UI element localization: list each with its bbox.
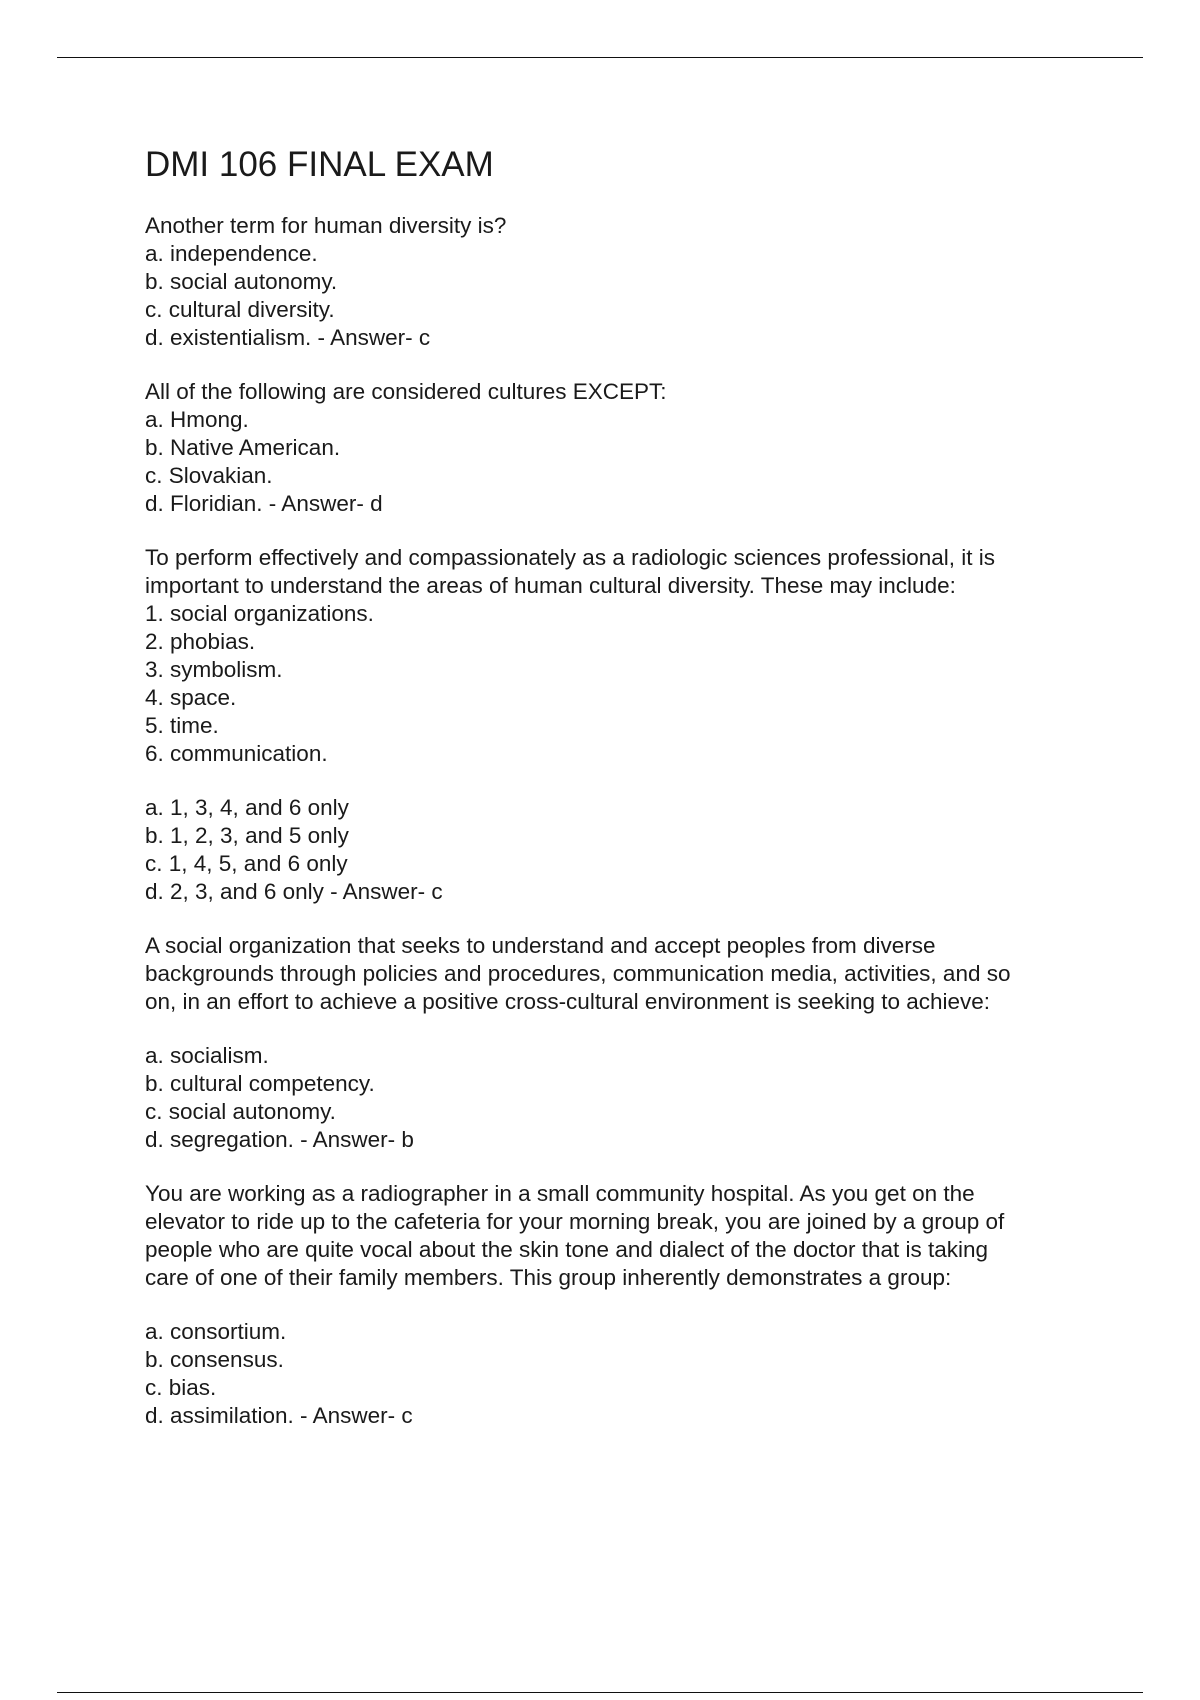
answer-option: d. assimilation. - Answer- c (145, 1403, 413, 1428)
answer-option: c. cultural diversity. (145, 297, 335, 322)
question-stem: important to understand the areas of human cultural diversity. These may include: (145, 573, 956, 598)
question-stem-item: 3. symbolism. (145, 657, 283, 682)
answer-option: a. consortium. (145, 1319, 287, 1344)
question-stem-item: 2. phobias. (145, 629, 256, 654)
question-stem: elevator to ride up to the cafeteria for your morning break, you are joined by a group of (145, 1209, 1005, 1234)
bottom-rule (57, 1692, 1143, 1693)
answer-option: b. social autonomy. (145, 269, 338, 294)
answer-option: c. social autonomy. (145, 1099, 336, 1124)
question-stem: backgrounds through policies and procedures, communication media, activities, and so (145, 961, 1011, 986)
answer-option: c. 1, 4, 5, and 6 only (145, 851, 348, 876)
answer-option: d. segregation. - Answer- b (145, 1127, 414, 1152)
question-3 (145, 544, 1085, 906)
question-stem: To perform effectively and compassionately as a radiologic sciences professional, it is (145, 545, 996, 570)
answer-option: b. Native American. (145, 435, 341, 460)
document-body (145, 143, 1085, 1456)
question-stem: You are working as a radiographer in a small community hospital. As you get on the (145, 1181, 975, 1206)
question-stem: people who are quite vocal about the skin tone and dialect of the doctor that is taking (145, 1237, 989, 1262)
answer-option: c. Slovakian. (145, 463, 273, 488)
top-rule (57, 57, 1143, 58)
answer-option: c. bias. (145, 1375, 217, 1400)
page-title: DMI 106 FINAL EXAM (145, 145, 494, 184)
question-5 (145, 1180, 1085, 1430)
answer-option: a. Hmong. (145, 407, 249, 432)
question-stem: A social organization that seeks to understand and accept peoples from diverse (145, 933, 936, 958)
answer-option: d. existentialism. - Answer- c (145, 325, 431, 350)
question-stem-item: 6. communication. (145, 741, 328, 766)
question-stem: All of the following are considered cultures EXCEPT: (145, 379, 667, 404)
question-2 (145, 378, 1085, 518)
question-stem-item: 5. time. (145, 713, 219, 738)
spacer (145, 768, 1085, 794)
spacer (145, 1292, 1085, 1318)
question-1 (145, 212, 1085, 352)
answer-option: b. 1, 2, 3, and 5 only (145, 823, 349, 848)
answer-option: a. independence. (145, 241, 318, 266)
question-stem-item: 4. space. (145, 685, 237, 710)
answer-option: a. socialism. (145, 1043, 269, 1068)
answer-option: b. cultural competency. (145, 1071, 375, 1096)
question-4 (145, 932, 1085, 1154)
answer-option: d. 2, 3, and 6 only - Answer- c (145, 879, 443, 904)
question-stem: care of one of their family members. This group inherently demonstrates a group: (145, 1265, 952, 1290)
spacer (145, 1016, 1085, 1042)
question-stem: on, in an effort to achieve a positive cross-cultural environment is seeking to achieve: (145, 989, 991, 1014)
answer-option: a. 1, 3, 4, and 6 only (145, 795, 349, 820)
answer-option: d. Floridian. - Answer- d (145, 491, 383, 516)
answer-option: b. consensus. (145, 1347, 284, 1372)
question-stem-item: 1. social organizations. (145, 601, 374, 626)
question-stem: Another term for human diversity is? (145, 213, 507, 238)
